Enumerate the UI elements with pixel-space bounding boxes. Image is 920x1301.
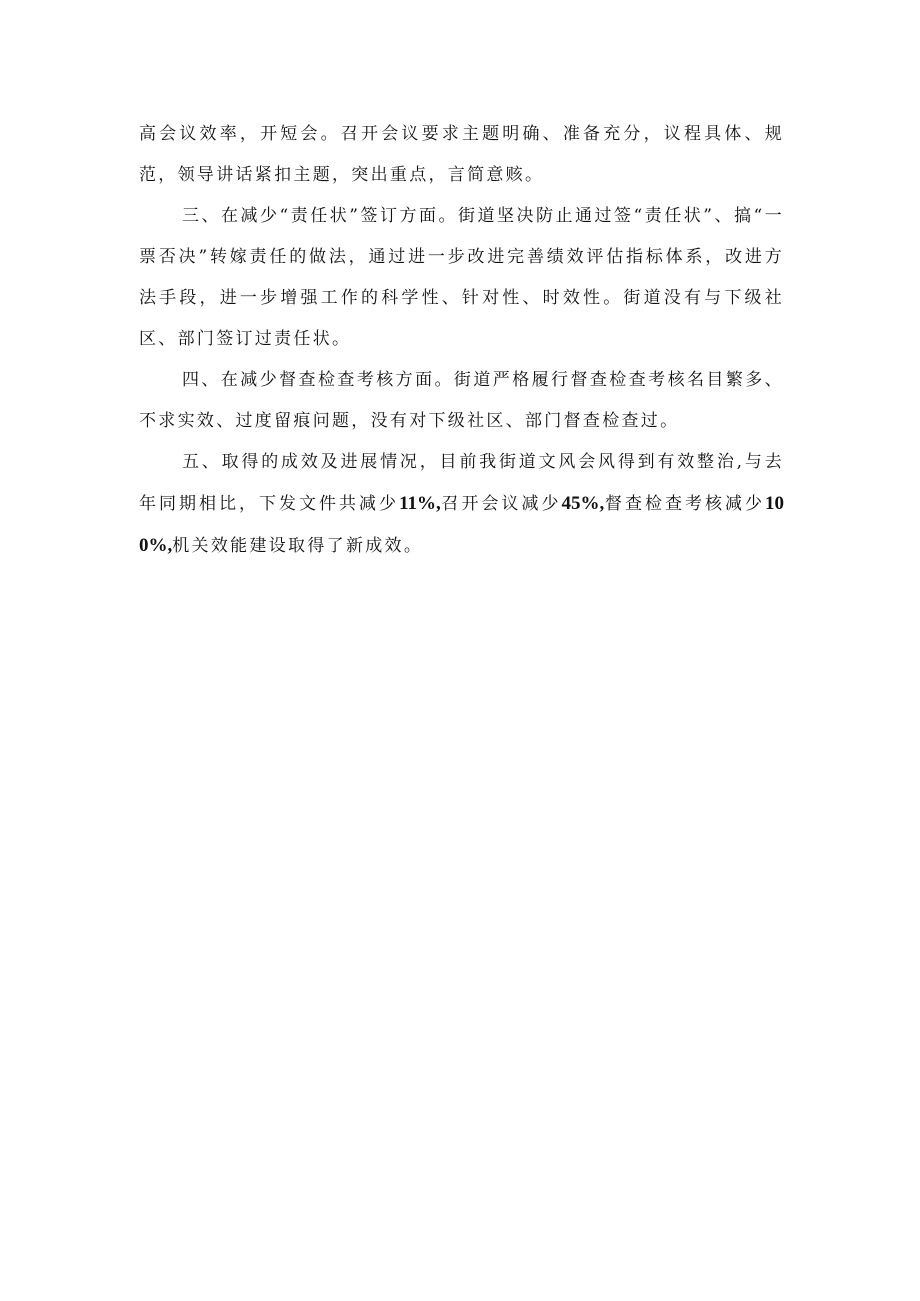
paragraph-text: 五、取得的成效及进展情况，目前我街道文风会风得到有效整治,与去年同期相比，下发文件共减少 [139,452,784,514]
document-body [139,114,784,567]
paragraph-text: 督查检查考核减少 [604,494,765,514]
stat-documents-reduced: 11%, [399,493,441,514]
paragraph-text: 机关效能建设取得了新成效。 [172,536,424,556]
paragraph-responsibility-letter [139,196,784,360]
paragraph-results-progress [139,442,784,567]
paragraph-text: 高会议效率，开短会。召开会议要求主题明确、准备充分，议程具体、规范，领导讲话紧扣主题，突出重点，言简意赅。 [139,124,784,185]
paragraph-meeting-efficiency [139,114,784,196]
paragraph-text: 三、在减少“责任状”签订方面。街道坚决防止通过签“责任状”、搞“一票否决”转嫁责任的做法，通过进一步改进完善绩效评估指标体系，改进方法手段，进一步增强工作的科学性、针对性、时效性。街道没有与下级社区、部门签订过责任状。 [139,206,784,349]
paragraph-text: 召开会议减少 [440,494,562,514]
paragraph-inspection-reduction [139,360,784,442]
paragraph-text: 四、在减少督查检查考核方面。街道严格履行督查检查考核名目繁多、不求实效、过度留痕问题，没有对下级社区、部门督查检查过。 [139,370,784,431]
stat-meetings-reduced: 45%, [561,493,605,514]
stat-inspections-reduced: 100%, [139,493,784,556]
